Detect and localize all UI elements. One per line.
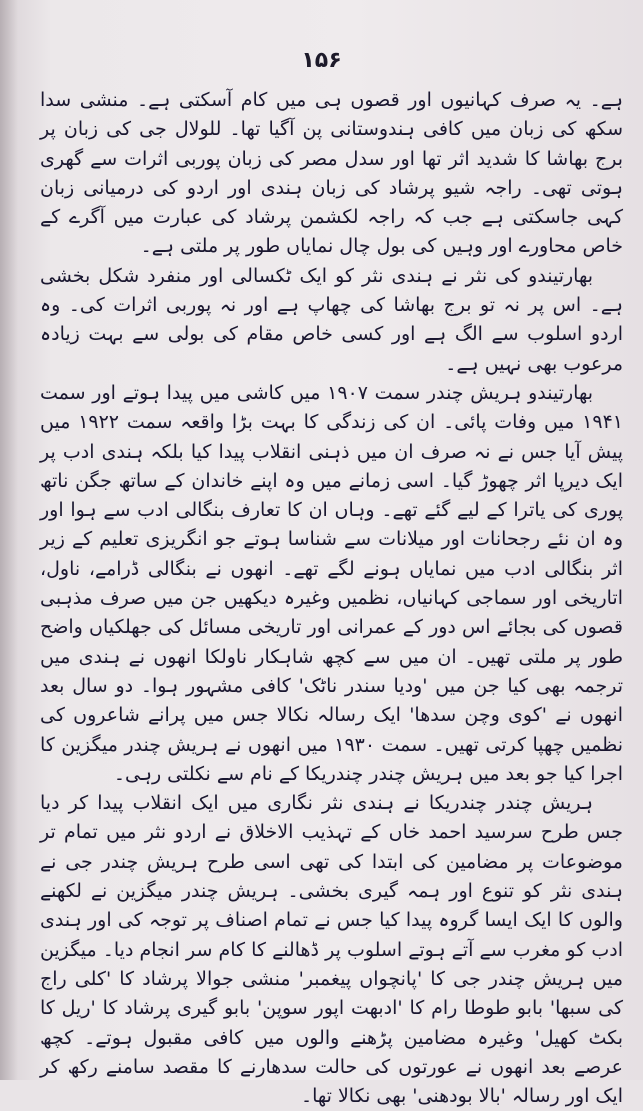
paragraph-4: ہریش چندر چندریکا نے ہندی نثر نگاری میں ایک انقلاب پیدا کر دیا جس طرح سرسید احمد خاں کے تہذیب الاخلاق نے اردو نثر میں تمام تر موضوعات پر مضامین کی ابتدا کی تھی اسی طرح ہریش چندر جی نے ہندی نثر کو تنوع اور ہمہ گیری بخشی۔ ہریش چندر میگزین نے لکھنے والوں کا ایک ایسا گروہ پیدا کیا جس نے تمام اصناف پر توجہ کی اور ہندی ادب کو مغرب سے آتے ہوتے اسلوب پر ڈھالنے کا کام سر انجام دیا۔ میگزین میں ہریش چندر جی کا 'پانچواں پیغمبر' منشی جوالا پرشاد کا 'کلی راج کی سبھا' بابو طوطا رام کا 'ادبھت اپور سوپن' بابو گیری پرشاد کا 'ریل کا بکٹ کھیل' وغیرہ مضامین پڑھنے والوں میں کافی مقبول ہوتے۔ کچھ عرصے بعد انھوں نے عورتوں کی حالت سدھارنے کا مقصد سامنے رکھ کر ایک اور رسالہ 'بالا بودھنی' بھی نکالا تھا۔	[40, 792, 623, 1108]
body-text	[40, 86, 623, 1111]
page-edge-shadow	[0, 0, 18, 1080]
page-number: ۱۵۶	[301, 48, 342, 73]
paragraph-2: بھارتیندو کی نثر نے ہندی نثر کو ایک ٹکسالی اور منفرد شکل بخشی ہے۔ اس پر نہ تو برج بھاشا کی چھاپ ہے اور نہ پوربی اثرات کی۔ وہ اردو اسلوب سے الگ ہے اور کسی خاص مقام کی بولی سے بہت زیادہ مرعوب بھی نہیں ہے۔	[40, 264, 623, 375]
paragraph-1: ہے۔ یہ صرف کہانیوں اور قصوں ہی میں کام آسکتی ہے۔ منشی سدا سکھ کی زبان میں کافی ہندوستانی پن آگیا تھا۔ للولال جی کی زبان پر برج بھاشا کا شدید اثر تھا اور سدل مصر کی زبان پوربی اثرات سے گھری ہوتی تھی۔ راجہ شیو پرشاد کی زبان ہندی اور اردو کی درمیانی زبان کہی جاسکتی ہے جب کہ راجہ لکشمن پرشاد کی عبارت میں آگرے کے خاص محاورے اور وہیں کی بول چال نمایاں طور پر ملتی ہے۔	[40, 89, 623, 258]
paragraph-3: بھارتیندو ہریش چندر سمت ۱۹۰۷ میں کاشی میں پیدا ہوتے اور سمت ۱۹۴۱ میں وفات پائی۔ ان کی زندگی کا بہت بڑا واقعہ سمت ۱۹۲۲ میں پیش آیا جس نے نہ صرف ان میں ذہنی انقلاب پیدا کیا بلکہ ہندی ادب پر ایک دیرپا اثر چھوڑ گیا۔ اسی زمانے میں وہ اپنے خاندان کے ساتھ جگن ناتھ پوری کی یاترا کے لیے گئے تھے۔ وہاں ان کا تعارف بنگالی ادب سے ہوا اور وہ ان نئے رجحانات اور میلانات سے شناسا ہوتے جو انگریزی تعلیم کے زیر اثر بنگالی ادب میں نمایاں ہونے لگے تھے۔ انھوں نے بنگالی ڈرامے، ناول، اتاریخی اور سماجی کہانیاں، نظمیں وغیرہ دیکھیں جن میں صرف مذہبی قصوں کی بجائے اس دور کے عمرانی اور تاریخی مسائل کی جھلکیاں واضح طور پر ملتی تھیں۔ ان میں سے کچھ شاہکار ناولکا انھوں نے ہندی میں ترجمہ بھی کیا جن میں 'ودیا سندر ناٹک' کافی مشہور ہوا۔ دو سال بعد انھوں نے 'کوی وچن سدھا' ایک رسالہ نکالا جس میں پرانے شاعروں کی نظمیں چھپا کرتی تھیں۔ سمت ۱۹۳۰ میں انھوں نے ہریش چندر میگزین کا اجرا کیا جو بعد میں ہریش چندر چندریکا کے نام سے نکلتی رہی۔	[40, 381, 623, 785]
